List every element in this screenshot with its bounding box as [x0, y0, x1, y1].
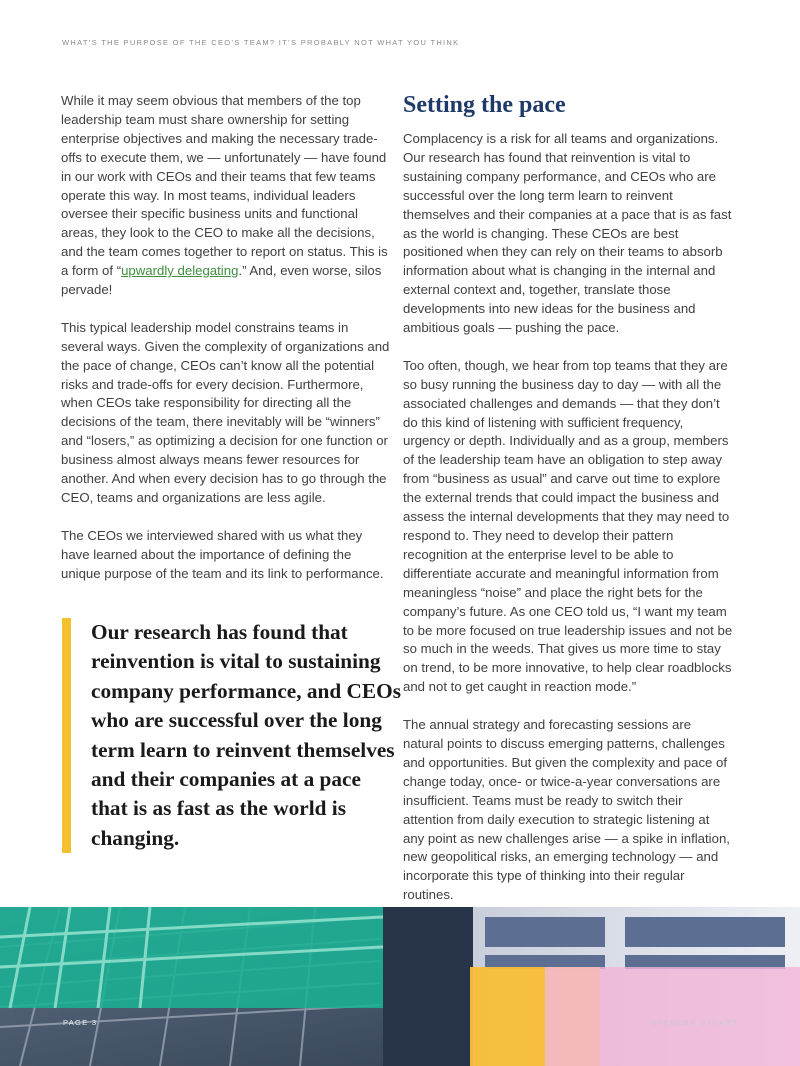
- left-p1-text-a: While it may seem obvious that members of the top leadership team must share ownership for setting enterprise objectives and making the necessary trade-offs to execute them, we — unfortunately — have found in our work with CEOs and their teams that few teams operate this way. In most teams, individual leaders oversee their specific business units and functional areas, they look to the CEO to make all the decisions, and the team comes together to report on status. This is a form of “: [61, 93, 388, 279]
- left-column: [61, 92, 391, 602]
- right-paragraph-3: The annual strategy and forecasting sessions are natural points to discuss emerging patterns, challenges and opportunities. But given the complexity and pace of change today, once- or twice-a-year conversations are insufficient. Teams must be ready to switch their attention from daily execution to strategic listening at any point as new challenges arise — a spike in inflation, new geopolitical risks, an emerging technology — and incorporate this type of thinking into their regular routines.: [403, 717, 730, 903]
- right-column: [403, 88, 733, 924]
- footer-photo-band: [0, 907, 800, 1066]
- page-number: PAGE 3: [63, 1018, 98, 1027]
- right-paragraph-1: Complacency is a risk for all teams and organizations. Our research has found that reinvention is vital to sustaining company performance, and CEOs who are successful over the long term learn to reinvent themselves and their companies at a pace that is as fast as the world is changing. These CEOs are best positioned when they can rely on their teams to absorb information about what is changing in the internal and external context and, together, translate those developments into new ideas for the business and ambitious goals — pushing the pace.: [403, 131, 732, 336]
- upwardly-delegating-link[interactable]: upwardly delegating: [121, 263, 239, 279]
- building-photo-illustration: [0, 907, 800, 1066]
- left-paragraph-2: This typical leadership model constrains teams in several ways. Given the complexity of organizations and the pace of change, CEOs can’t know all the potential risks and trade-offs for every decision. Furthermore, when CEOs take responsibility for directing all the decisions of the team, there inevitably will be “winners” and “losers,” as optimizing a decision for one function or business almost always means fewer resources for another. And when every decision has to go through the CEO, teams and organizations are less agile.: [61, 319, 390, 506]
- left-p1-text-b: .” And, even worse, silos pervade!: [61, 263, 382, 298]
- running-head: WHAT’S THE PURPOSE OF THE CEO’S TEAM? IT’S PROBABLY NOT WHAT YOU THINK: [62, 38, 460, 47]
- left-paragraph-3: The CEOs we interviewed shared with us what they have learned about the importance of defining the unique purpose of the team and its link to performance.: [61, 527, 384, 581]
- pull-quote: Our research has found that reinvention is vital to sustaining company performance, and CEOs who are successful over the long term learn to reinvent themselves and their companies at a pace that is as fast as the world is changing.: [62, 618, 401, 853]
- right-paragraph-2: Too often, though, we hear from top teams that they are so busy running the business day to day — with all the associated challenges and demands — that they don’t do this kind of listening with sufficient frequency, urgency or depth. Individually and as a group, members of the leadership team have an obligation to step away from “business as usual” and carve out time to explore the external trends that could impact the business and assess the internal developments that they may need to respond to. They need to develop their pattern recognition at the enterprise level to be able to differentiate accurate and meaningful information from meaningless “noise” and place the right bets for the company’s future. As one CEO told us, “I want my team to be more focused on true leadership issues and not be so much in the weeds. That gives us more time to stay on trend, to be more innovative, to help clear roadblocks and not to get caught in reaction mode.”: [403, 357, 733, 695]
- left-paragraph-1: [61, 92, 391, 300]
- section-heading: Setting the pace: [403, 92, 566, 118]
- brand-name: SPENCER STUART: [651, 1018, 738, 1027]
